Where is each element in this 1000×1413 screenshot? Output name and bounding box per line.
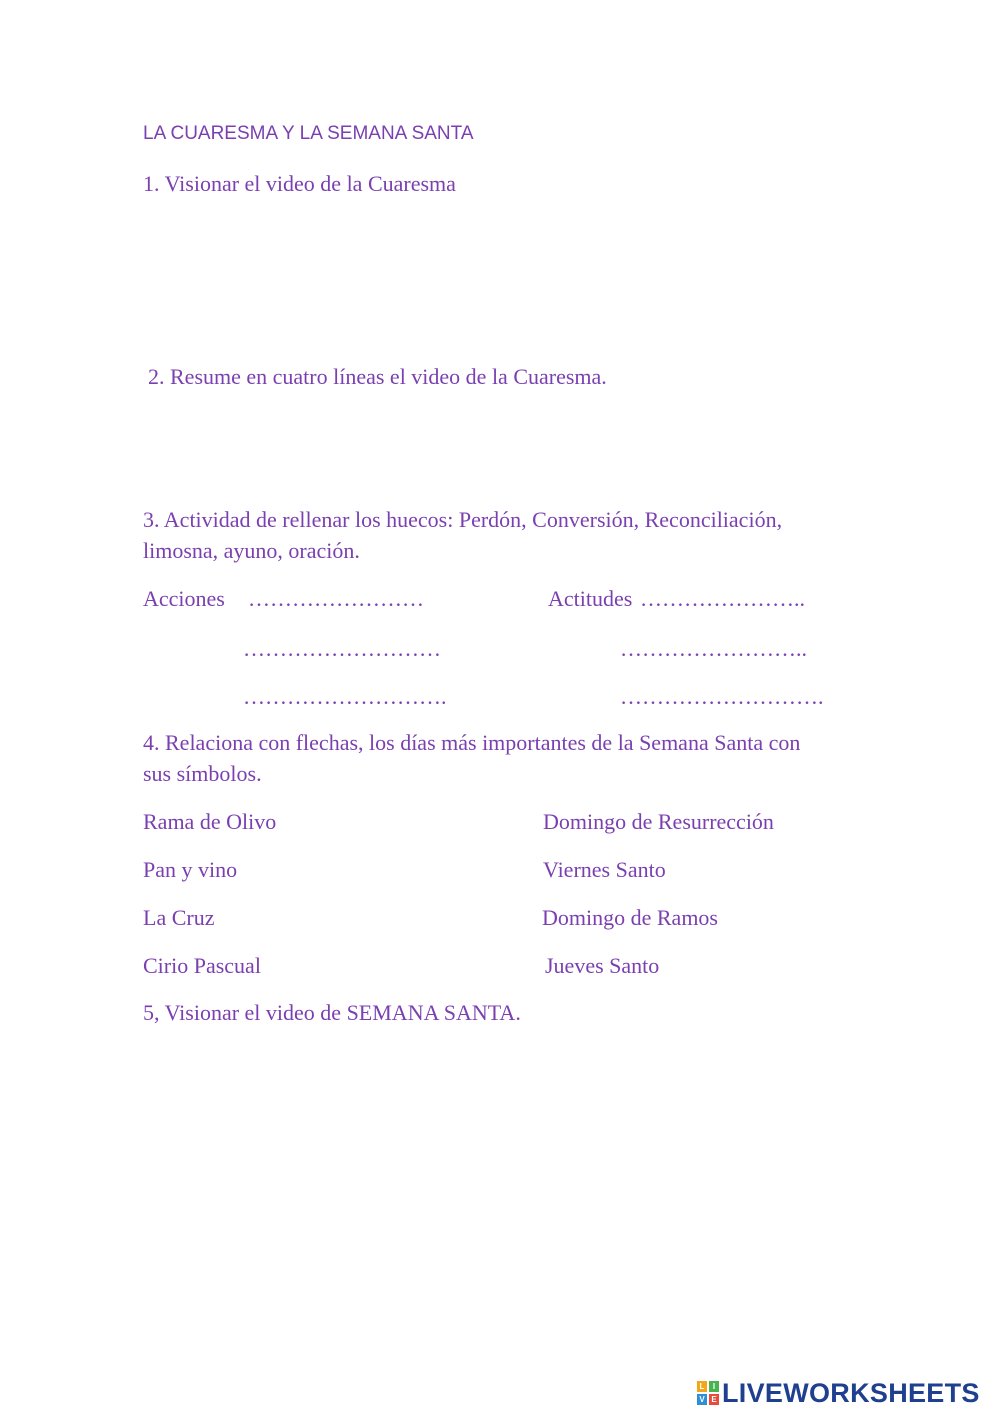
logo-letter: L [697,1381,707,1392]
symbol-item[interactable]: La Cruz [143,905,215,930]
liveworksheets-logo [697,1378,980,1408]
actitudes-label: Actitudes [548,586,633,611]
actitudes-blank-1[interactable]: ………………….. [640,586,805,611]
question-4-line-1: 4. Relaciona con flechas, los días más importantes de la Semana Santa con [143,730,801,755]
symbol-item[interactable]: Rama de Olivo [143,809,277,834]
acciones-blank-1[interactable]: …………………… [248,586,424,611]
logo-letter: V [697,1394,707,1405]
question-3-line-1: 3. Actividad de rellenar los huecos: Perdón, Conversión, Reconciliación, [143,507,783,532]
actitudes-blank-2[interactable]: …………………….. [620,636,807,661]
logo-text: LIVEWORKSHEETS [722,1377,980,1408]
acciones-label: Acciones [143,586,225,611]
day-item[interactable]: Jueves Santo [545,953,660,978]
worksheet-title: LA CUARESMA Y LA SEMANA SANTA [143,123,474,144]
question-5: 5, Visionar el video de SEMANA SANTA. [143,1000,521,1025]
day-item[interactable]: Domingo de Ramos [542,905,718,930]
logo-letter: I [709,1381,719,1392]
acciones-blank-3[interactable]: ………………………. [243,684,447,709]
acciones-blank-2[interactable]: ……………………… [243,636,441,661]
logo-letter: E [709,1394,719,1405]
question-3-line-2: limosna, ayuno, oración. [143,538,360,563]
day-item[interactable]: Domingo de Resurrección [543,809,774,834]
logo-icon [697,1381,719,1405]
day-item[interactable]: Viernes Santo [543,857,666,882]
symbol-item[interactable]: Pan y vino [143,857,238,882]
actitudes-blank-3[interactable]: ………………………. [620,684,824,709]
symbol-item[interactable]: Cirio Pascual [143,953,261,978]
question-2: 2. Resume en cuatro líneas el video de la Cuaresma. [148,364,607,389]
question-4-line-2: sus símbolos. [143,761,262,786]
question-1: 1. Visionar el video de la Cuaresma [143,171,456,196]
